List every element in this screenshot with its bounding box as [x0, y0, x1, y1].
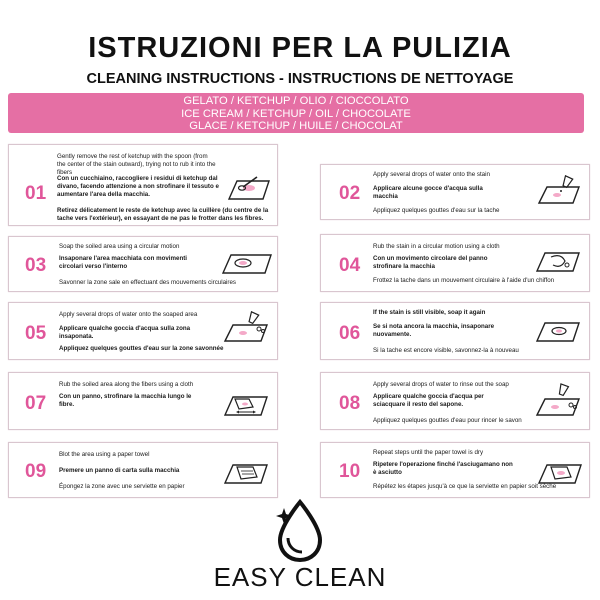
step-number: 02 [339, 183, 361, 204]
step-text-fr: Frottez la tache dans un mouvement circulaire à l'aide d'un chiffon [373, 277, 555, 284]
step-text-en: Repeat steps until the paper towel is dry [373, 449, 484, 456]
brand-name: EASY CLEAN [213, 562, 387, 592]
step-text-it: Con un movimento circolare del panno strofinare la macchia [373, 255, 488, 270]
step-text-en: Apply several drops of water to rinse out the soap [373, 381, 509, 388]
step-card-04 [320, 234, 590, 292]
step-text-it: Ripetere l'operazione finché l'asciugamano non è asciutto [373, 461, 513, 476]
step-card-05 [8, 302, 278, 360]
step-text-en: Rub the stain in a circular motion using a cloth [373, 243, 500, 250]
step-number: 10 [339, 461, 361, 482]
step-card-01 [8, 144, 278, 226]
step-number: 08 [339, 393, 361, 414]
step-card-03 [8, 236, 278, 292]
step-text-en: Gently remove the rest of ketchup with the spoon (from the center of the stain outward), trying not to rub it into the fibers [57, 153, 216, 176]
paper-towel-stain-icon [533, 455, 583, 485]
cloth-along-fibers-icon [219, 385, 269, 419]
step-text-it: Con un panno, strofinare la macchia lungo le fibre. [59, 393, 192, 408]
step-number: 05 [25, 323, 47, 344]
step-text-en: Blot the area using a paper towel [59, 451, 150, 458]
banner-line-it: GELATO / KETCHUP / OLIO / CIOCCOLATO [183, 95, 409, 107]
water-rinse-icon [531, 383, 581, 417]
step-text-en: Soap the soiled area using a circular motion [59, 243, 180, 250]
step-text-it: Se si nota ancora la macchia, insaponare nuovamente. [373, 323, 495, 338]
banner-line-fr: GLACE / KETCHUP / HUILE / CHOCOLAT [189, 120, 403, 133]
step-card-09 [8, 442, 278, 498]
step-text-it: Applicare alcune gocce d'acqua sulla macchia [373, 185, 483, 200]
step-text-fr: Appliquez quelques gouttes d'eau sur la zone savonnée [59, 345, 224, 352]
soap-stain-icon [531, 313, 581, 343]
step-text-it: Applicare qualche goccia d'acqua per sciacquare il resto del sapone. [373, 393, 484, 408]
step-text-fr: Répétez les étapes jusqu'à ce que la serviette en papier soit sèche [373, 483, 557, 490]
step-card-07 [8, 372, 278, 430]
step-card-02 [320, 164, 590, 220]
step-number: 07 [25, 393, 47, 414]
cloth-circular-icon [531, 243, 581, 273]
page-subtitle: CLEANING INSTRUCTIONS - INSTRUCTIONS DE NETTOYAGE [86, 71, 514, 87]
step-text-fr: Retirez délicatement le reste de ketchup avec la cuillère (du centre de la tache vers l'extérieur), en essayant de ne pas le frotter dans les fibres. [57, 207, 269, 222]
page-title: ISTRUZIONI PER LA PULIZIA [88, 32, 512, 64]
step-text-en: Apply several drops of water onto the soaped area [59, 311, 198, 318]
paper-towel-icon [219, 455, 269, 485]
step-card-06 [320, 302, 590, 360]
step-text-en: Rub the soiled area along the fibers using a cloth [59, 381, 194, 388]
soap-circular-icon [217, 245, 273, 275]
spoon-on-fabric-icon [223, 171, 271, 201]
step-number: 09 [25, 461, 47, 482]
step-text-fr: Appliquez quelques gouttes d'eau pour rincer le savon [373, 417, 522, 424]
drop-sparkle-icon [270, 498, 330, 562]
step-text-it: Premere un panno di carta sulla macchia [59, 467, 180, 474]
step-text-fr: Épongez la zone avec une serviette en papier [59, 483, 185, 490]
step-number: 01 [25, 183, 47, 204]
step-text-it: Applicare qualche goccia d'acqua sulla zona insaponata. [59, 325, 191, 340]
water-cup-on-fabric-icon [533, 175, 581, 205]
step-text-en: Apply several drops of water onto the stain [373, 171, 490, 178]
stain-types-banner [8, 93, 584, 133]
step-text-fr: Si la tache est encore visible, savonnez-la à nouveau [373, 347, 519, 354]
step-text-fr: Appliquez quelques gouttes d'eau sur la tache [373, 207, 500, 214]
step-card-08 [320, 372, 590, 430]
step-number: 04 [339, 255, 361, 276]
step-text-it: Con un cucchiaino, raccogliere i residui di ketchup dal divano, facendo attenzione a non strofinare il tessuto e aumentare l'area della macchia. [57, 175, 219, 198]
water-cup-on-fabric-icon [219, 311, 269, 343]
step-card-10 [320, 442, 590, 498]
step-number: 06 [339, 323, 361, 344]
step-text-en: If the stain is still visible, soap it again [373, 309, 486, 316]
step-text-it: Insaponare l'area macchiata con movimenti circolari verso l'interno [59, 255, 188, 270]
step-number: 03 [25, 255, 47, 276]
banner-line-en: ICE CREAM / KETCHUP / OIL / CHOCOLATE [181, 107, 411, 120]
step-text-fr: Savonner la zone sale en effectuant des mouvements circulaires [59, 279, 237, 286]
